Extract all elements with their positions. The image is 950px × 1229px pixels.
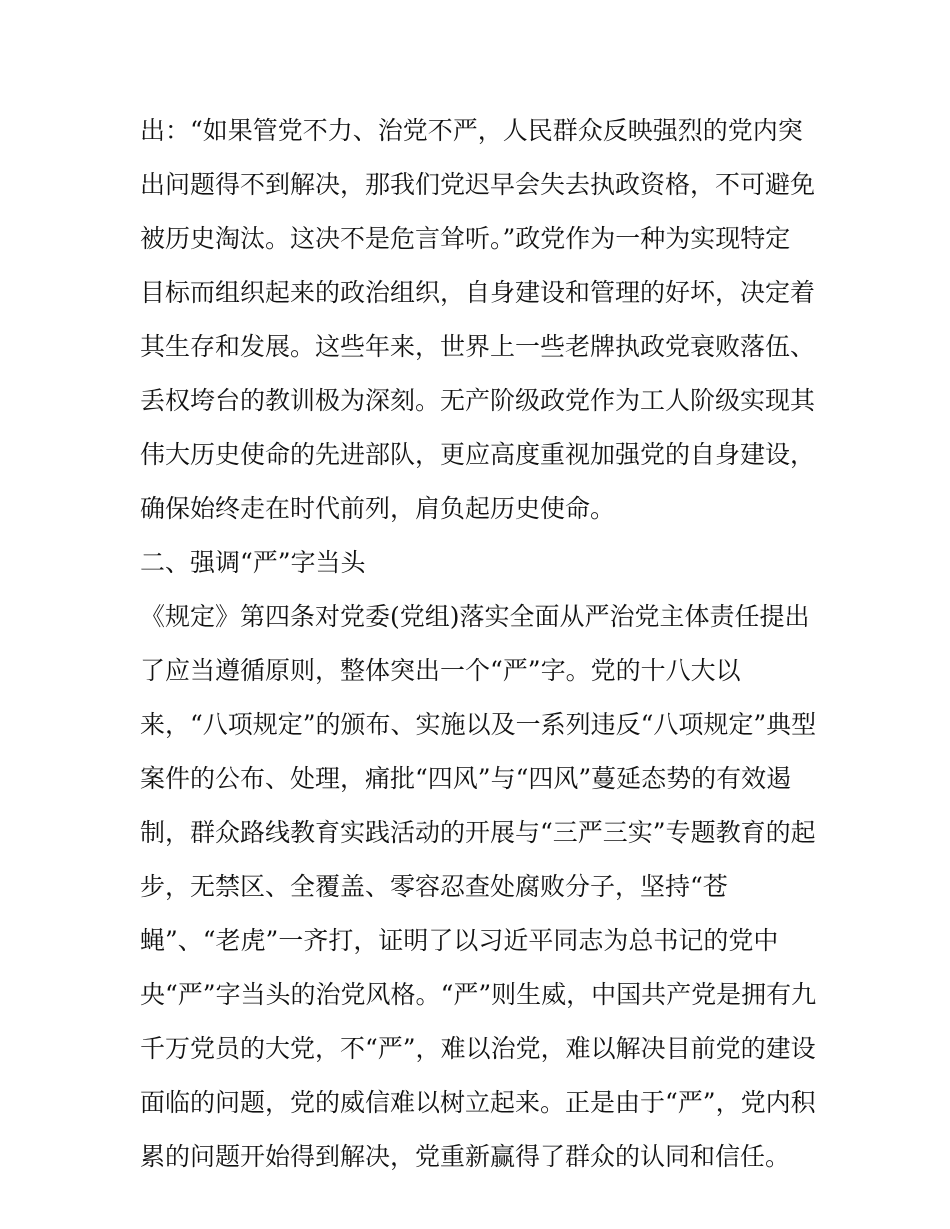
text-line: 步，无禁区、全覆盖、零容忍查处腐败分子，坚持“苍 <box>140 872 728 901</box>
text-line: 其生存和发展。这些年来，世界上一些老牌执政党衰败落伍、 <box>140 332 816 361</box>
text-line: 面临的问题，党的威信难以树立起来。正是由于“严”，党内积 <box>140 1088 816 1117</box>
text-line: 累的问题开始得到解决，党重新赢得了群众的认同和信任。 <box>140 1142 791 1171</box>
text-line: 千万党员的大党，不“严”，难以治党，难以解决目前党的建设 <box>140 1034 816 1063</box>
text-line: 伟大历史使命的先进部队，更应高度重视加强党的自身建设， <box>140 440 816 469</box>
text-line: 蝇”、“老虎”一齐打，证明了以习近平同志为总书记的党中 <box>140 926 779 955</box>
text-line: 确保始终走在时代前列，肩负起历史使命。 <box>140 494 616 523</box>
text-line: 《规定》第四条对党委(党组)落实全面从严治党主体责任提出 <box>140 602 810 631</box>
text-line: 来，“八项规定”的颁布、实施以及一系列违反“八项规定”典型 <box>140 710 817 739</box>
text-line: 出问题得不到解决，那我们党迟早会失去执政资格，不可避免 <box>140 170 816 199</box>
text-line: 丢权垮台的教训极为深刻。无产阶级政党作为工人阶级实现其 <box>140 386 816 415</box>
text-line: 出：“如果管党不力、治党不严，人民群众反映强烈的党内突 <box>140 116 803 145</box>
text-line: 案件的公布、处理，痛批“四风”与“四风”蔓延态势的有效遏 <box>140 764 792 793</box>
text-line: 被历史淘汰。这决不是危言耸听。”政党作为一种为实现特定 <box>140 224 791 253</box>
text-line: 了应当遵循原则，整体突出一个“严”字。党的十八大以 <box>140 656 741 685</box>
text-line: 目标而组织起来的政治组织，自身建设和管理的好坏，决定着 <box>140 278 816 307</box>
text-line: 制，群众路线教育实践活动的开展与“三严三实”专题教育的起 <box>140 818 816 847</box>
text-line: 央“严”字当头的治党风格。“严”则生威，中国共产党是拥有九 <box>140 980 817 1009</box>
section-heading: 二、强调“严”字当头 <box>140 548 366 577</box>
body-text <box>140 104 830 1184</box>
